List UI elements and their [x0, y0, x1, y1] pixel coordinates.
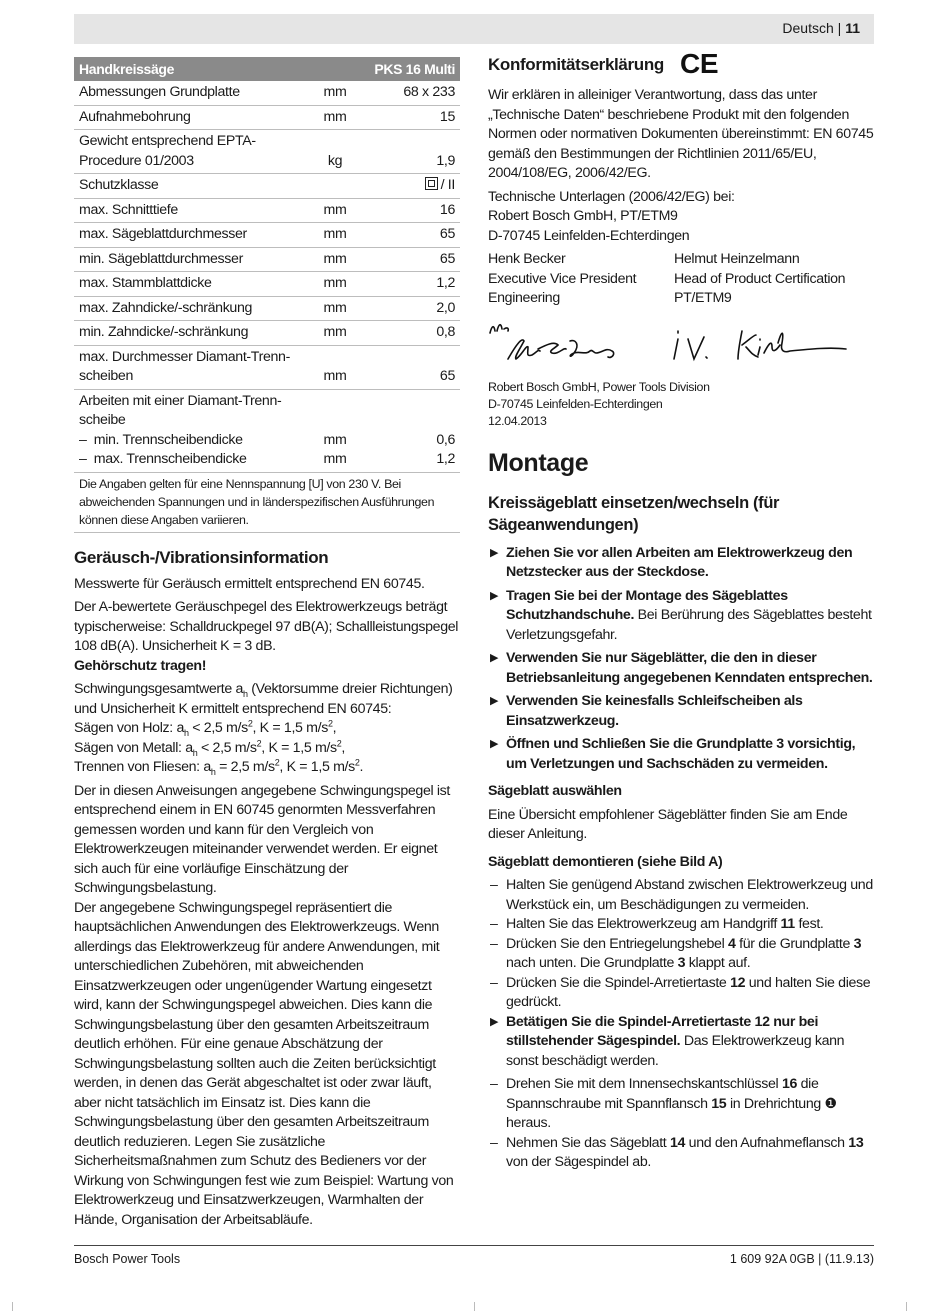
safety-bullet: ▶ Betätigen Sie die Spindel-Arretiertaste 12 nur bei stillstehender Sägespindel. Das Elektrowerkzeug kann sonst beschädigt werden. [490, 1013, 845, 1069]
header-text: Deutsch | 11 [782, 20, 860, 36]
spec-value: 1,9 [360, 130, 460, 174]
list-item: – Halten Sie das Elektrowerkzeug am Handgriff 11 fest. [490, 916, 824, 932]
rotation-direction-icon: ❶ [824, 1095, 837, 1112]
table-row [74, 223, 460, 248]
signer-2: Helmut Heinzelmann Head of Product Certification PT/ETM9 [674, 251, 846, 306]
spec-value: 16 [360, 198, 460, 223]
spec-table [74, 57, 460, 473]
spec-label: max. Schnitttiefe [74, 198, 310, 223]
left-column [74, 57, 460, 1230]
spec-unit: mm [310, 198, 360, 223]
vibration-metal: Sägen von Metall: $a_h < 2,5$ $m/s^2$, K = 1,5 $m/s^2$, [74, 737, 345, 758]
spec-value: 65 [360, 247, 460, 272]
safety-bullet: ▶ Verwenden Sie nur Sägeblätter, die den in dieser Betriebsanleitung angegebenen Kenndaten entsprechen. [490, 650, 873, 686]
conformity-p2: Technische Unterlagen (2006/42/EG) bei: Robert Bosch GmbH, PT/ETM9 D-70745 Leinfelden-Echterdingen [488, 188, 735, 244]
spec-unit: mm [310, 321, 360, 346]
table-row [74, 174, 460, 199]
table-row [74, 321, 460, 346]
spec-unit: mm [310, 296, 360, 321]
crop-mark [12, 1302, 13, 1311]
spec-label: max. Sägeblattdurchmesser [74, 223, 310, 248]
vibration-wood: Sägen von Holz: $a_h < 2,5$ $m/s^2$, K = 1,5 $m/s^2$, [74, 718, 337, 738]
table-row [74, 105, 460, 130]
montage-subheading: Kreissägeblatt einsetzen/wechseln (für Sägeanwendungen) [488, 493, 780, 534]
spec-unit: mm [310, 272, 360, 297]
spec-unit: kg [310, 130, 360, 174]
spec-label: max. Stammblattdicke [74, 272, 310, 297]
spec-unit [310, 389, 360, 472]
bullet-arrow-icon: ▶ [490, 738, 499, 750]
remove-blade-heading: Sägeblatt demontieren (siehe Bild A) [488, 853, 723, 870]
dash-mark: – [79, 451, 94, 467]
footer-doc-number: 1 609 92A 0GB | (11.9.13) [729, 1252, 874, 1266]
bullet-arrow-icon: ▶ [490, 695, 499, 707]
spec-unit: mm [310, 81, 360, 105]
noise-p1: Messwerte für Geräusch ermittelt entsprechend EN 60745. [74, 575, 425, 592]
spec-value [360, 389, 460, 472]
conformity-heading: Konformitätserklärung [488, 55, 664, 74]
select-blade-text: Eine Übersicht empfohlener Sägeblätter finden Sie am Ende dieser Anleitung. [488, 806, 848, 842]
noise-heading: Geräusch-/Vibrationsinformation [74, 547, 329, 567]
spec-value [360, 174, 460, 199]
spec-value: 1,2 [360, 272, 460, 297]
diamond-sub1-label: min. Trennscheibendicke [93, 431, 243, 448]
bullet-arrow-icon: ▶ [490, 1015, 499, 1028]
list-item: – Drücken Sie die Spindel-Arretiertaste 12 und halten Sie diese gedrückt. [490, 974, 871, 1010]
right-column [488, 50, 874, 1173]
spec-unit [310, 174, 360, 199]
table-row [74, 198, 460, 223]
spec-value: 15 [360, 105, 460, 130]
spec-table-header [74, 57, 460, 81]
spec-note: Die Angaben gelten für eine Nennspannung [U] von 230 V. Bei abweichenden Spannungen und in länderspezifischen Ausführungen können diese Angaben variieren. [74, 473, 460, 533]
montage-heading: Montage [488, 448, 589, 477]
spec-value: 0,8 [360, 321, 460, 346]
diamond-label: Arbeiten mit einer Diamant-Trenn- scheibe [79, 392, 282, 428]
crop-mark [906, 1302, 907, 1311]
spec-value: 65 [360, 345, 460, 389]
spec-value: 68 x 233 [360, 81, 460, 105]
list-item: – Drücken Sie den Entriegelungshebel 4 für die Grundplatte 3 nach unten. Die Grundplatte 3 klappt auf. [490, 935, 862, 971]
protection-class-value: / II [440, 177, 455, 193]
spec-label: max. Durchmesser Diamant-Trenn- scheiben [74, 345, 310, 389]
safety-bullet: ▶ Ziehen Sie vor allen Arbeiten am Elektrowerkzeug den Netzstecker aus der Steckdose. [490, 544, 853, 580]
spec-unit: mm [310, 345, 360, 389]
table-row [74, 247, 460, 272]
spec-value: 2,0 [360, 296, 460, 321]
vibration-tiles: Trennen von Fliesen: $a_h = 2,5$ $m/s^2$, K = 1,5 $m/s^2$. [74, 757, 364, 777]
spec-label: Aufnahmebohrung [74, 105, 310, 130]
list-item: – Halten Sie genügend Abstand zwischen Elektrowerkzeug und Werkstück ein, um Beschädigungen zu vermeiden. [490, 877, 873, 913]
spec-label: Abmessungen Grundplatte [74, 81, 310, 105]
spec-table-model: PKS 16 Multi [360, 57, 460, 81]
footer-brand: Bosch Power Tools [74, 1252, 181, 1266]
footer-divider [74, 1245, 874, 1246]
noise-p2: Der A-bewertete Geräuschpegel des Elektrowerkzeugs beträgt typischerweise: Schalldruckpegel 97 dB(A); Schallleistungspegel 108 dB(A). Unsicherheit K = 3 dB. [74, 599, 459, 654]
spec-label: max. Zahndicke/-schränkung [74, 296, 310, 321]
spec-unit: mm [310, 105, 360, 130]
spec-label: min. Sägeblattdurchmesser [74, 247, 310, 272]
select-blade-heading: Sägeblatt auswählen [488, 783, 622, 799]
table-row-diamond [74, 389, 460, 472]
page-number: 11 [845, 20, 860, 36]
svg-text:CE: CE [679, 50, 718, 76]
diamond-sub2-unit: mm [323, 451, 347, 467]
bullet-arrow-icon: ▶ [490, 589, 499, 602]
vibration-p4: Der angegebene Schwingungspegel repräsentiert die hauptsächlichen Anwendungen des Elektrowerkzeugs. Wenn allerdings das Elektrowerkzeug für andere Anwendungen, mit unterschiedlichen Zubehören, mit abweichenden Einsatzwerkzeugen oder ungenügender Wartung eingesetzt wird, kann der Schwingungspegel abweichen. Dies kann die Schwingungsbelastung über den gesamten Arbeitszeitraum deutlich erhöhen. Für eine genaue Abschätzung der Schwingungsbelastung sollten auch die Zeiten berücksichtigt werden, in denen das Gerät abgeschaltet ist oder zwar läuft, aber nicht tatsächlich im Einsatz ist. Dies kann die Schwingungsbelastung über den gesamten Arbeitszeitraum deutlich reduzieren. Legen Sie zusätzliche Sicherheitsmaßnahmen zum Schutz des Bedieners vor der Wirkung von Schwingungen fest wie zum Beispiel: Wartung von Elektrowerkzeug und Einsatzwerkzeugen, Warmhalten der Hände, Organisation der Arbeitsabläufe. [74, 899, 454, 1228]
signer-1: Henk Becker Executive Vice President Engineering [488, 251, 637, 306]
crop-mark [474, 1302, 475, 1311]
spec-unit: mm [310, 247, 360, 272]
spec-label: Schutzklasse [74, 174, 310, 199]
bullet-arrow-icon: ▶ [490, 546, 499, 559]
diamond-sub1-unit: mm [323, 431, 347, 448]
protection-class-icon [425, 177, 438, 190]
page-header [74, 14, 874, 44]
signatures-icon [488, 313, 874, 379]
table-row [74, 81, 460, 105]
spec-unit: mm [310, 223, 360, 248]
spec-label [74, 389, 310, 472]
safety-bullet: ▶ Verwenden Sie keinesfalls Schleifscheiben als Einsatzwerkzeug. [490, 693, 803, 729]
bullet-arrow-icon: ▶ [490, 652, 499, 664]
list-item: – Drehen Sie mit dem Innensechskantschlüssel 16 die Spannschraube mit Spannflansch 15 in Drehrichtung ❶ heraus. [490, 1076, 837, 1131]
table-row [74, 345, 460, 389]
diamond-sub2-label: max. Trennscheibendicke [93, 451, 247, 467]
vibration-p3: Der in diesen Anweisungen angegebene Schwingungspegel ist entsprechend einem in EN 60745 genormten Messverfahren gemessen worden und kann für den Vergleich von Elektrowerkzeugen miteinander verwendet werden. Er eignet sich auch für eine vorläufige Einschätzung der Schwingungsbelastung. [74, 782, 451, 896]
safety-bullet: ▶ Tragen Sie bei der Montage des Sägeblattes Schutzhandschuhe. Bei Berührung des Sägeblattes besteht Verletzungsgefahr. [490, 587, 872, 643]
signers [488, 250, 874, 309]
spec-value: 65 [360, 223, 460, 248]
company-address: Robert Bosch GmbH, Power Tools Division D-70745 Leinfelden-Echterdingen 12.04.2013 [488, 379, 710, 428]
conformity-p1: Wir erklären in alleiniger Verantwortung, dass das unter „Technische Daten“ beschriebene Produkt mit den folgenden Normen oder normativen Dokumenten übereinstimmt: EN 60745 gemäß den Bestimmungen der Richtlinien 2011/65/EU, 2004/108/EG, 2006/42/EG. [488, 87, 874, 181]
table-row [74, 130, 460, 174]
safety-bullet: ▶ Öffnen und Schließen Sie die Grundplatte 3 vorsichtig, um Verletzungen und Sachschäden zu vermeiden. [490, 736, 856, 772]
diamond-sub2-value: 1,2 [436, 451, 455, 467]
table-row [74, 296, 460, 321]
list-item: – Nehmen Sie das Sägeblatt 14 und den Aufnahmeflansch 13 von der Sägespindel ab. [490, 1134, 864, 1170]
dash-mark: – [79, 431, 94, 448]
table-row [74, 272, 460, 297]
conformity-heading-row [488, 50, 874, 80]
header-language: Deutsch [782, 20, 834, 36]
spec-table-title: Handkreissäge [74, 57, 360, 81]
spec-label: min. Zahndicke/-schränkung [74, 321, 310, 346]
vibration-intro: Schwingungsgesamtwerte $a_h$ (Vektorsumme dreier Richtungen) und Unsicherheit K ermittelt entsprechend EN 60745: [74, 681, 453, 717]
spec-label: Gewicht entsprechend EPTA- Procedure 01/2003 [74, 130, 310, 174]
hearing-protection-warning: Gehörschutz tragen! [74, 657, 207, 674]
ce-mark-icon [680, 50, 718, 80]
diamond-sub1-value: 0,6 [436, 431, 455, 448]
